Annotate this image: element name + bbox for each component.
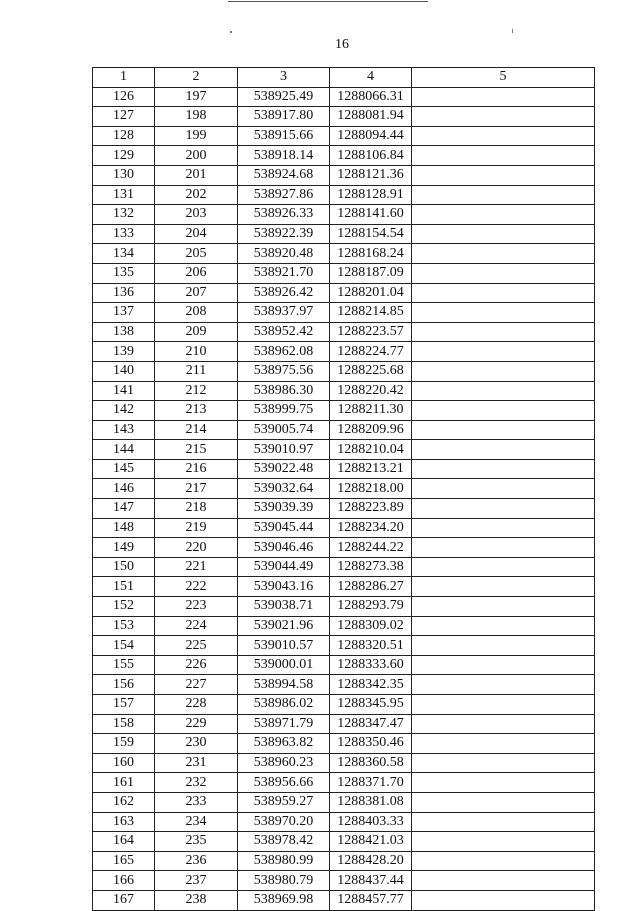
point-number-cell: 132 [93, 205, 155, 225]
x-coordinate-cell: 538922.39 [238, 224, 330, 244]
y-coordinate-cell: 1288128.91 [330, 185, 412, 205]
x-coordinate-cell: 539045.44 [238, 518, 330, 538]
y-coordinate-cell: 1288286.27 [330, 577, 412, 597]
note-cell [412, 361, 595, 381]
point-id-cell: 227 [155, 675, 238, 695]
table-row [93, 283, 595, 303]
x-coordinate-cell: 538986.02 [238, 695, 330, 715]
point-number-cell: 164 [93, 832, 155, 852]
y-coordinate-cell: 1288457.77 [330, 890, 412, 910]
x-coordinate-cell: 538921.70 [238, 263, 330, 283]
x-coordinate-cell: 539032.64 [238, 479, 330, 499]
point-id-cell: 200 [155, 146, 238, 166]
point-number-cell: 135 [93, 263, 155, 283]
point-id-cell: 237 [155, 871, 238, 891]
point-id-cell: 215 [155, 440, 238, 460]
note-cell [412, 381, 595, 401]
header-cell-1: 1 [93, 68, 155, 88]
point-id-cell: 212 [155, 381, 238, 401]
table-row [93, 263, 595, 283]
note-cell [412, 322, 595, 342]
x-coordinate-cell: 539022.48 [238, 459, 330, 479]
x-coordinate-cell: 538980.99 [238, 851, 330, 871]
page-number: 16 [335, 37, 349, 52]
note-cell [412, 714, 595, 734]
note-cell [412, 734, 595, 754]
x-coordinate-cell: 538917.80 [238, 107, 330, 127]
header-cell-3: 3 [238, 68, 330, 88]
table-row [93, 381, 595, 401]
point-id-cell: 213 [155, 401, 238, 421]
point-id-cell: 217 [155, 479, 238, 499]
table-row [93, 871, 595, 891]
point-id-cell: 229 [155, 714, 238, 734]
y-coordinate-cell: 1288154.54 [330, 224, 412, 244]
point-id-cell: 202 [155, 185, 238, 205]
x-coordinate-cell: 538978.42 [238, 832, 330, 852]
point-id-cell: 204 [155, 224, 238, 244]
x-coordinate-cell: 539010.57 [238, 636, 330, 656]
note-cell [412, 185, 595, 205]
table-row [93, 224, 595, 244]
point-number-cell: 149 [93, 538, 155, 558]
table-header-row [93, 68, 595, 88]
note-cell [412, 401, 595, 421]
point-number-cell: 126 [93, 87, 155, 107]
table-row [93, 479, 595, 499]
note-cell [412, 146, 595, 166]
point-id-cell: 235 [155, 832, 238, 852]
x-coordinate-cell: 539046.46 [238, 538, 330, 558]
y-coordinate-cell: 1288201.04 [330, 283, 412, 303]
y-coordinate-cell: 1288403.33 [330, 812, 412, 832]
x-coordinate-cell: 538956.66 [238, 773, 330, 793]
x-coordinate-cell: 538962.08 [238, 342, 330, 362]
table-row [93, 244, 595, 264]
point-id-cell: 220 [155, 538, 238, 558]
point-id-cell: 207 [155, 283, 238, 303]
table-row [93, 518, 595, 538]
point-id-cell: 228 [155, 695, 238, 715]
note-cell [412, 87, 595, 107]
y-coordinate-cell: 1288345.95 [330, 695, 412, 715]
y-coordinate-cell: 1288066.31 [330, 87, 412, 107]
point-number-cell: 145 [93, 459, 155, 479]
table-row [93, 322, 595, 342]
x-coordinate-cell: 538952.42 [238, 322, 330, 342]
table-row [93, 420, 595, 440]
point-id-cell: 226 [155, 655, 238, 675]
x-coordinate-cell: 538975.56 [238, 361, 330, 381]
note-cell [412, 165, 595, 185]
point-id-cell: 199 [155, 126, 238, 146]
point-number-cell: 148 [93, 518, 155, 538]
point-number-cell: 157 [93, 695, 155, 715]
x-coordinate-cell: 539010.97 [238, 440, 330, 460]
y-coordinate-cell: 1288081.94 [330, 107, 412, 127]
table-row [93, 205, 595, 225]
x-coordinate-cell: 539000.01 [238, 655, 330, 675]
x-coordinate-cell: 538969.98 [238, 890, 330, 910]
coordinates-table-body [93, 68, 595, 911]
note-cell [412, 773, 595, 793]
note-cell [412, 812, 595, 832]
point-number-cell: 159 [93, 734, 155, 754]
y-coordinate-cell: 1288218.00 [330, 479, 412, 499]
y-coordinate-cell: 1288168.24 [330, 244, 412, 264]
table-row [93, 185, 595, 205]
table-row [93, 753, 595, 773]
point-number-cell: 127 [93, 107, 155, 127]
point-id-cell: 236 [155, 851, 238, 871]
y-coordinate-cell: 1288214.85 [330, 303, 412, 323]
point-id-cell: 209 [155, 322, 238, 342]
x-coordinate-cell: 539038.71 [238, 597, 330, 617]
x-coordinate-cell: 538959.27 [238, 792, 330, 812]
x-coordinate-cell: 538971.79 [238, 714, 330, 734]
note-cell [412, 890, 595, 910]
note-cell [412, 479, 595, 499]
point-number-cell: 129 [93, 146, 155, 166]
point-id-cell: 232 [155, 773, 238, 793]
note-cell [412, 695, 595, 715]
table-row [93, 146, 595, 166]
point-number-cell: 158 [93, 714, 155, 734]
x-coordinate-cell: 538918.14 [238, 146, 330, 166]
point-number-cell: 143 [93, 420, 155, 440]
table-row [93, 636, 595, 656]
table-row [93, 126, 595, 146]
x-coordinate-cell: 539044.49 [238, 557, 330, 577]
coordinates-table [92, 67, 595, 911]
table-row [93, 812, 595, 832]
x-coordinate-cell: 539039.39 [238, 499, 330, 519]
y-coordinate-cell: 1288437.44 [330, 871, 412, 891]
table-row [93, 890, 595, 910]
x-coordinate-cell: 538994.58 [238, 675, 330, 695]
table-row [93, 832, 595, 852]
note-cell [412, 205, 595, 225]
point-number-cell: 146 [93, 479, 155, 499]
point-id-cell: 231 [155, 753, 238, 773]
table-row [93, 655, 595, 675]
y-coordinate-cell: 1288209.96 [330, 420, 412, 440]
note-cell [412, 244, 595, 264]
note-cell [412, 636, 595, 656]
y-coordinate-cell: 1288350.46 [330, 734, 412, 754]
x-coordinate-cell: 538927.86 [238, 185, 330, 205]
note-cell [412, 577, 595, 597]
point-id-cell: 234 [155, 812, 238, 832]
y-coordinate-cell: 1288210.04 [330, 440, 412, 460]
table-row [93, 577, 595, 597]
note-cell [412, 263, 595, 283]
header-cell-2: 2 [155, 68, 238, 88]
table-row [93, 695, 595, 715]
y-coordinate-cell: 1288213.21 [330, 459, 412, 479]
x-coordinate-cell: 539005.74 [238, 420, 330, 440]
table-row [93, 616, 595, 636]
y-coordinate-cell: 1288220.42 [330, 381, 412, 401]
top-rule [228, 1, 428, 2]
table-row [93, 499, 595, 519]
point-number-cell: 130 [93, 165, 155, 185]
point-id-cell: 233 [155, 792, 238, 812]
note-cell [412, 342, 595, 362]
point-id-cell: 230 [155, 734, 238, 754]
table-row [93, 165, 595, 185]
y-coordinate-cell: 1288234.20 [330, 518, 412, 538]
point-number-cell: 144 [93, 440, 155, 460]
x-coordinate-cell: 538937.97 [238, 303, 330, 323]
point-id-cell: 221 [155, 557, 238, 577]
note-cell [412, 126, 595, 146]
point-id-cell: 225 [155, 636, 238, 656]
note-cell [412, 832, 595, 852]
point-number-cell: 142 [93, 401, 155, 421]
y-coordinate-cell: 1288293.79 [330, 597, 412, 617]
point-id-cell: 203 [155, 205, 238, 225]
y-coordinate-cell: 1288225.68 [330, 361, 412, 381]
point-number-cell: 162 [93, 792, 155, 812]
table-row [93, 792, 595, 812]
x-coordinate-cell: 538970.20 [238, 812, 330, 832]
point-id-cell: 198 [155, 107, 238, 127]
point-id-cell: 222 [155, 577, 238, 597]
point-number-cell: 137 [93, 303, 155, 323]
scan-speck [230, 31, 232, 33]
note-cell [412, 597, 595, 617]
point-id-cell: 211 [155, 361, 238, 381]
y-coordinate-cell: 1288320.51 [330, 636, 412, 656]
y-coordinate-cell: 1288371.70 [330, 773, 412, 793]
point-number-cell: 133 [93, 224, 155, 244]
y-coordinate-cell: 1288211.30 [330, 401, 412, 421]
table-row [93, 773, 595, 793]
y-coordinate-cell: 1288244.22 [330, 538, 412, 558]
table-row [93, 734, 595, 754]
note-cell [412, 459, 595, 479]
table-row [93, 342, 595, 362]
note-cell [412, 303, 595, 323]
table-row [93, 401, 595, 421]
point-number-cell: 138 [93, 322, 155, 342]
point-id-cell: 210 [155, 342, 238, 362]
y-coordinate-cell: 1288381.08 [330, 792, 412, 812]
point-number-cell: 153 [93, 616, 155, 636]
note-cell [412, 518, 595, 538]
note-cell [412, 753, 595, 773]
point-number-cell: 161 [93, 773, 155, 793]
point-number-cell: 152 [93, 597, 155, 617]
table-row [93, 557, 595, 577]
table-row [93, 597, 595, 617]
point-number-cell: 136 [93, 283, 155, 303]
table-row [93, 459, 595, 479]
y-coordinate-cell: 1288223.89 [330, 499, 412, 519]
point-number-cell: 155 [93, 655, 155, 675]
x-coordinate-cell: 538926.33 [238, 205, 330, 225]
point-id-cell: 214 [155, 420, 238, 440]
table-row [93, 361, 595, 381]
point-number-cell: 154 [93, 636, 155, 656]
scan-speck [512, 29, 513, 33]
y-coordinate-cell: 1288360.58 [330, 753, 412, 773]
point-id-cell: 238 [155, 890, 238, 910]
note-cell [412, 538, 595, 558]
point-number-cell: 128 [93, 126, 155, 146]
y-coordinate-cell: 1288333.60 [330, 655, 412, 675]
note-cell [412, 420, 595, 440]
x-coordinate-cell: 538960.23 [238, 753, 330, 773]
point-number-cell: 167 [93, 890, 155, 910]
x-coordinate-cell: 538915.66 [238, 126, 330, 146]
note-cell [412, 655, 595, 675]
note-cell [412, 851, 595, 871]
x-coordinate-cell: 538999.75 [238, 401, 330, 421]
point-id-cell: 218 [155, 499, 238, 519]
point-number-cell: 160 [93, 753, 155, 773]
point-number-cell: 140 [93, 361, 155, 381]
note-cell [412, 440, 595, 460]
table-row [93, 538, 595, 558]
note-cell [412, 107, 595, 127]
table-row [93, 303, 595, 323]
table-row [93, 87, 595, 107]
point-number-cell: 141 [93, 381, 155, 401]
note-cell [412, 283, 595, 303]
note-cell [412, 499, 595, 519]
y-coordinate-cell: 1288224.77 [330, 342, 412, 362]
note-cell [412, 675, 595, 695]
point-id-cell: 219 [155, 518, 238, 538]
point-id-cell: 201 [155, 165, 238, 185]
point-id-cell: 224 [155, 616, 238, 636]
table-row [93, 675, 595, 695]
y-coordinate-cell: 1288187.09 [330, 263, 412, 283]
x-coordinate-cell: 538926.42 [238, 283, 330, 303]
y-coordinate-cell: 1288223.57 [330, 322, 412, 342]
x-coordinate-cell: 538924.68 [238, 165, 330, 185]
point-number-cell: 150 [93, 557, 155, 577]
point-number-cell: 131 [93, 185, 155, 205]
y-coordinate-cell: 1288342.35 [330, 675, 412, 695]
point-number-cell: 163 [93, 812, 155, 832]
table-row [93, 714, 595, 734]
y-coordinate-cell: 1288347.47 [330, 714, 412, 734]
point-id-cell: 216 [155, 459, 238, 479]
y-coordinate-cell: 1288421.03 [330, 832, 412, 852]
point-number-cell: 151 [93, 577, 155, 597]
note-cell [412, 616, 595, 636]
note-cell [412, 224, 595, 244]
point-id-cell: 197 [155, 87, 238, 107]
note-cell [412, 557, 595, 577]
x-coordinate-cell: 538925.49 [238, 87, 330, 107]
header-cell-5: 5 [412, 68, 595, 88]
table-row [93, 851, 595, 871]
point-id-cell: 206 [155, 263, 238, 283]
x-coordinate-cell: 539043.16 [238, 577, 330, 597]
y-coordinate-cell: 1288106.84 [330, 146, 412, 166]
header-cell-4: 4 [330, 68, 412, 88]
y-coordinate-cell: 1288309.02 [330, 616, 412, 636]
x-coordinate-cell: 538986.30 [238, 381, 330, 401]
note-cell [412, 792, 595, 812]
y-coordinate-cell: 1288121.36 [330, 165, 412, 185]
y-coordinate-cell: 1288141.60 [330, 205, 412, 225]
y-coordinate-cell: 1288428.20 [330, 851, 412, 871]
table-row [93, 440, 595, 460]
point-number-cell: 134 [93, 244, 155, 264]
note-cell [412, 871, 595, 891]
point-number-cell: 139 [93, 342, 155, 362]
y-coordinate-cell: 1288094.44 [330, 126, 412, 146]
x-coordinate-cell: 539021.96 [238, 616, 330, 636]
point-id-cell: 205 [155, 244, 238, 264]
point-number-cell: 165 [93, 851, 155, 871]
x-coordinate-cell: 538920.48 [238, 244, 330, 264]
x-coordinate-cell: 538980.79 [238, 871, 330, 891]
point-number-cell: 166 [93, 871, 155, 891]
point-number-cell: 147 [93, 499, 155, 519]
x-coordinate-cell: 538963.82 [238, 734, 330, 754]
point-number-cell: 156 [93, 675, 155, 695]
point-id-cell: 208 [155, 303, 238, 323]
y-coordinate-cell: 1288273.38 [330, 557, 412, 577]
point-id-cell: 223 [155, 597, 238, 617]
table-row [93, 107, 595, 127]
